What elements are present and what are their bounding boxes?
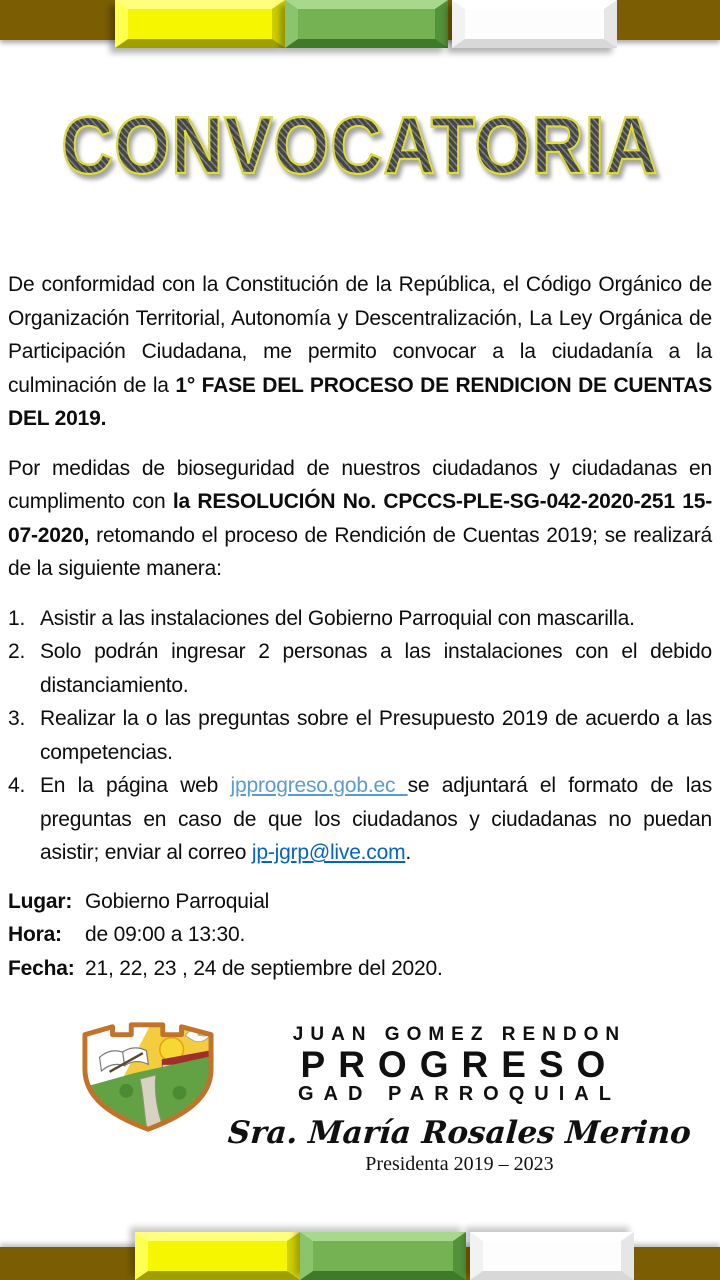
list-item (8, 602, 712, 636)
paragraph-intro-bold: 1° FASE DEL PROCESO DE RENDICION DE CUENTAS DEL 2019. (8, 373, 713, 430)
list-item (8, 769, 712, 870)
list-item-text: Realizar la o las preguntas sobre el Presupuesto 2019 de acuerdo a las competencias. (40, 707, 712, 764)
top-white-block (452, 0, 617, 48)
detail-row-hora (8, 918, 712, 952)
parish-shield-icon (68, 1012, 228, 1146)
top-yellow-block (115, 0, 285, 48)
list-item-number: 3. (8, 707, 26, 730)
instructions-list (8, 602, 712, 870)
detail-value: Gobierno Parroquial (85, 889, 270, 913)
detail-label: Fecha: (8, 956, 75, 980)
bottom-white-block (470, 1232, 634, 1280)
bottom-green-block (300, 1232, 466, 1280)
list-item-number: 1. (8, 606, 26, 630)
org-name-line1: JUAN GOMEZ RENDON (292, 1024, 627, 1045)
president-role: Presidenta 2019 – 2023 (365, 1153, 554, 1175)
list-item-number: 2. (8, 640, 26, 663)
detail-row-lugar (8, 885, 712, 919)
event-details (8, 885, 712, 986)
detail-row-fecha (8, 952, 712, 986)
detail-value: de 09:00 a 13:30. (85, 923, 246, 946)
org-text-block (228, 1012, 691, 1176)
paragraph-biosecurity-start: Por medidas de bioseguridad de nuestros ciudadanos y ciudadanas en cumplimento con (8, 456, 712, 513)
detail-label: Hora: (8, 923, 62, 946)
list-item-text-after-web: se adjuntará el formato de las preguntas en caso de que los ciudadanos y ciudadanas no puedan asistir; enviar al correo (40, 774, 712, 864)
president-signature: Sra. María Rosales Merino (226, 1115, 693, 1151)
body-content (8, 268, 712, 985)
paragraph-intro (8, 268, 712, 436)
list-item-text-after-email: . (405, 841, 412, 864)
website-link[interactable]: jpprogreso.gob.ec (230, 774, 408, 797)
org-name-line3: GAD PARROQUIAL (297, 1083, 621, 1105)
page-title: CONVOCATORIA (61, 101, 659, 191)
footer-logo-block (68, 1012, 693, 1175)
paragraph-biosecurity-end: retomando el proceso de Rendición de Cuentas 2019; se realizará de la siguiente manera: (8, 523, 712, 580)
list-item-text (40, 769, 712, 870)
email-link[interactable]: jp-jgrp@live.com (251, 841, 406, 864)
paragraph-biosecurity-bold: la RESOLUCIÓN No. CPCCS-PLE-SG-042-2020-251 15-07-2020, (8, 490, 712, 547)
list-item-text: Solo podrán ingresar 2 personas a las instalaciones con el debido distanciamiento. (40, 640, 712, 697)
paragraph-biosecurity (8, 452, 712, 586)
list-item-number: 4. (8, 774, 26, 797)
org-name-line2: PROGRESO (300, 1044, 619, 1085)
title-wrap (0, 100, 720, 191)
list-item-text-before-web: En la página web (40, 774, 231, 797)
detail-value: 21, 22, 23 , 24 de septiembre del 2020. (85, 956, 443, 980)
top-green-block (285, 0, 448, 48)
list-item (8, 702, 712, 769)
bottom-yellow-block (135, 1232, 300, 1280)
list-item-text: Asistir a las instalaciones del Gobierno Parroquial con mascarilla. (40, 606, 635, 630)
detail-label: Lugar: (8, 889, 73, 913)
paragraph-intro-text: De conformidad con la Constitución de la República, el Código Orgánico de Organización Territorial, Autonomía y Descentralización, La Ley Orgánica de Participación Ciudadana, me permito convocar a la ciudadanía a la culminación de la (8, 273, 712, 397)
list-item (8, 635, 712, 702)
